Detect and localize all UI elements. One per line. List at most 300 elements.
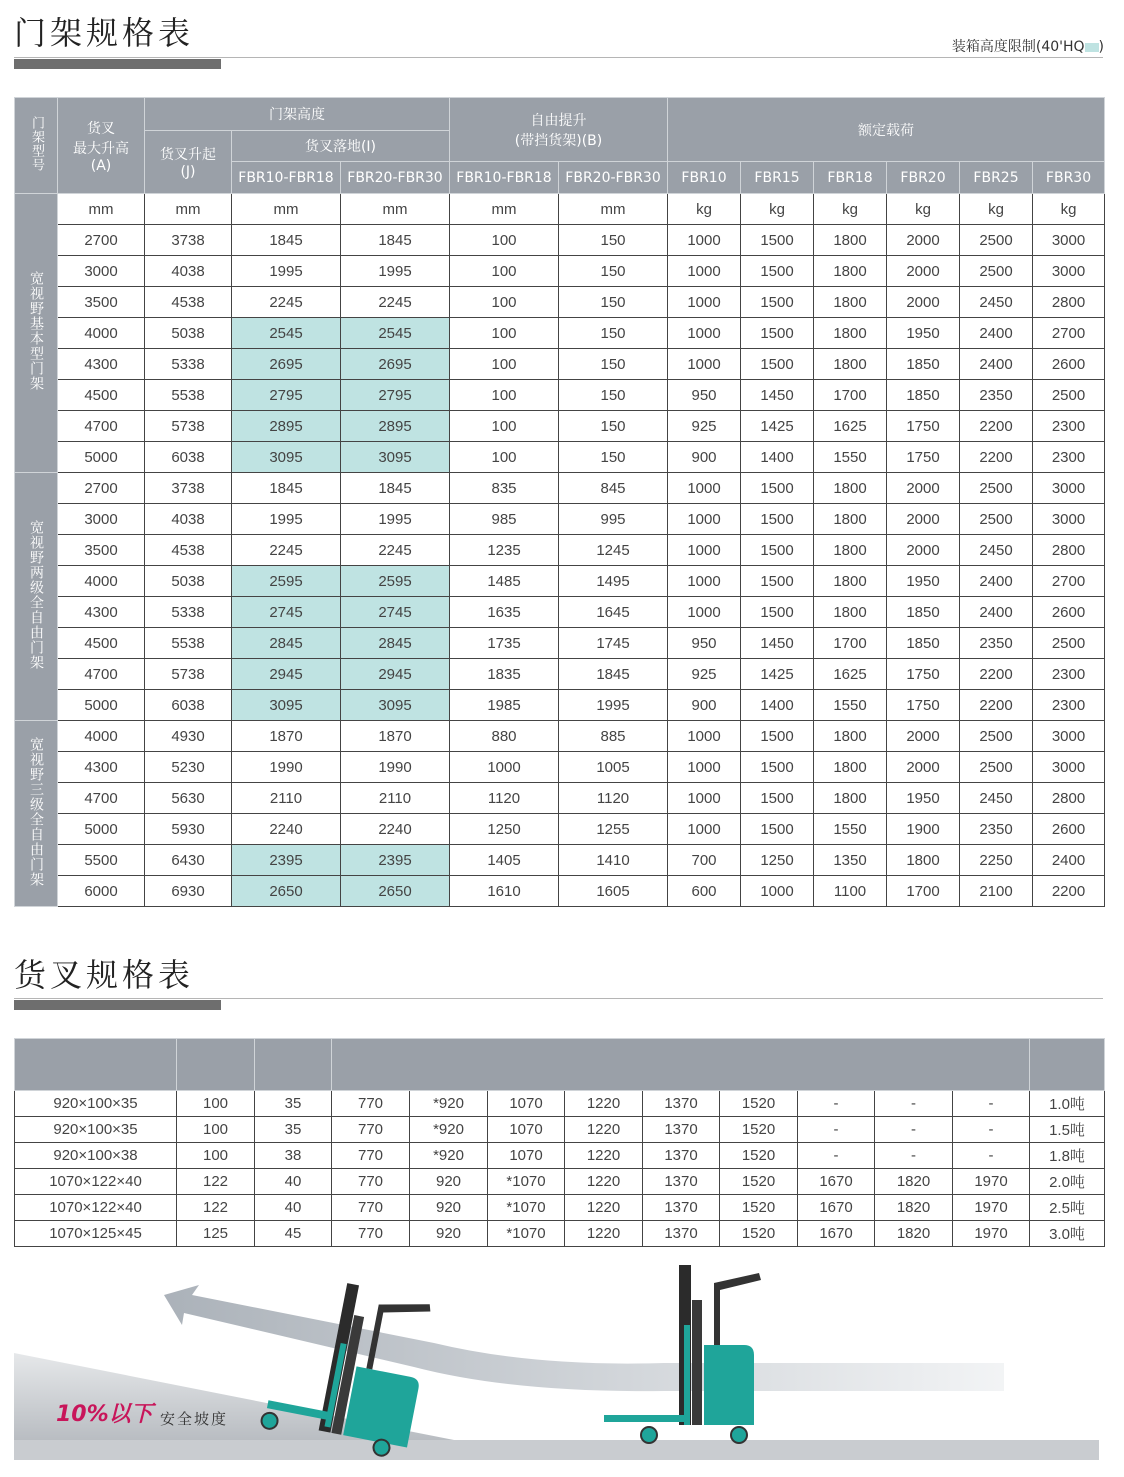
table-cell: -	[953, 1117, 1030, 1143]
table-cell: 4700	[58, 783, 145, 814]
table-cell: 770	[332, 1195, 410, 1221]
table-cell: 1800	[814, 318, 887, 349]
table-cell: 2100	[960, 876, 1033, 907]
table-row	[15, 814, 1105, 845]
table-cell: 5338	[145, 597, 232, 628]
table-cell: 995	[559, 504, 668, 535]
table-cell: 1850	[887, 380, 960, 411]
table-cell: 4538	[145, 535, 232, 566]
table-cell: 2450	[960, 287, 1033, 318]
container-height-note: 装箱高度限制(40'HQ )	[951, 39, 1104, 55]
table-cell: 5038	[145, 566, 232, 597]
table-row	[15, 256, 1105, 287]
header-rated-load: 额定载荷	[668, 98, 1105, 162]
table-cell: 3.0吨	[1030, 1221, 1105, 1247]
table-cell: 1250	[450, 814, 559, 845]
table-cell: 100	[177, 1091, 255, 1117]
table-cell: 2245	[232, 287, 341, 318]
table-cell: 2.5吨	[1030, 1195, 1105, 1221]
table-cell: 2700	[58, 473, 145, 504]
table-cell: 2745	[341, 597, 450, 628]
table-cell: 1000	[741, 876, 814, 907]
table-cell: 2545	[232, 318, 341, 349]
table-cell: 35	[255, 1091, 332, 1117]
table-cell: 1500	[741, 783, 814, 814]
header-cell	[177, 1039, 255, 1091]
table-cell: 4000	[58, 721, 145, 752]
table-cell: 1520	[720, 1195, 798, 1221]
table-cell: 1870	[341, 721, 450, 752]
table-cell: 5000	[58, 442, 145, 473]
header-load-col: FBR30	[1033, 162, 1105, 194]
table-cell: 1700	[814, 628, 887, 659]
table-row	[15, 349, 1105, 380]
table-cell: 100	[450, 349, 559, 380]
table-cell: 1370	[643, 1221, 720, 1247]
table-cell: 2795	[341, 380, 450, 411]
table-cell: 2600	[1033, 349, 1105, 380]
header-row	[15, 1039, 1105, 1091]
header-cell	[255, 1039, 332, 1091]
table-cell: 6000	[58, 876, 145, 907]
table-cell: 1845	[232, 225, 341, 256]
table-cell: 1995	[232, 256, 341, 287]
table-cell: 1350	[814, 845, 887, 876]
table-cell: 1670	[798, 1195, 875, 1221]
table-cell: 1000	[668, 318, 741, 349]
table-cell: 1820	[875, 1169, 953, 1195]
table-cell: 1000	[668, 256, 741, 287]
table-cell: 2500	[960, 752, 1033, 783]
table-cell: -	[953, 1143, 1030, 1169]
table-cell: 1500	[741, 721, 814, 752]
header-cell	[1030, 1039, 1105, 1091]
table-cell: *920	[410, 1091, 488, 1117]
header-model-col: FBR10-FBR18	[232, 162, 341, 194]
unit-cell: kg	[741, 194, 814, 225]
unit-cell: kg	[668, 194, 741, 225]
table-cell: 1635	[450, 597, 559, 628]
table-row	[15, 473, 1105, 504]
table-cell: 2500	[960, 225, 1033, 256]
unit-cell: kg	[814, 194, 887, 225]
table-cell: 2000	[887, 225, 960, 256]
table-cell: *1070	[488, 1195, 565, 1221]
table-cell: 2600	[1033, 814, 1105, 845]
forklift-slope-illustration	[14, 1255, 1104, 1460]
table-cell: 2745	[232, 597, 341, 628]
table-cell: 1370	[643, 1143, 720, 1169]
table-cell: 122	[177, 1169, 255, 1195]
table-cell: 1950	[887, 566, 960, 597]
table-cell: 1370	[643, 1169, 720, 1195]
table-cell: 1605	[559, 876, 668, 907]
table-cell: 1850	[887, 349, 960, 380]
table-cell: 1520	[720, 1169, 798, 1195]
table-cell: 1000	[668, 597, 741, 628]
table-cell: 3000	[58, 256, 145, 287]
table-cell: 2695	[341, 349, 450, 380]
table-cell: 1800	[814, 349, 887, 380]
table-row	[15, 721, 1105, 752]
table-cell: 3738	[145, 225, 232, 256]
table-cell: 2000	[887, 287, 960, 318]
table-cell: 2895	[341, 411, 450, 442]
table-cell: 2000	[887, 473, 960, 504]
table-cell: 1800	[814, 566, 887, 597]
table-cell: 1995	[341, 504, 450, 535]
table-cell: 1070	[488, 1091, 565, 1117]
table-cell: 150	[559, 256, 668, 287]
table-cell: 2245	[232, 535, 341, 566]
table-row	[15, 1221, 1105, 1247]
mast-spec-table	[14, 97, 1105, 907]
table-cell: 1245	[559, 535, 668, 566]
table-cell: 1405	[450, 845, 559, 876]
table-cell: 600	[668, 876, 741, 907]
direction-arrow	[164, 1285, 1004, 1391]
header-cell	[332, 1039, 1030, 1091]
table-cell: 150	[559, 411, 668, 442]
table-cell: 6430	[145, 845, 232, 876]
table-cell: 985	[450, 504, 559, 535]
table-cell: 3000	[1033, 504, 1105, 535]
table-cell: 3095	[232, 690, 341, 721]
table-cell: 1800	[814, 597, 887, 628]
table-cell: 1800	[814, 225, 887, 256]
table-cell: 2845	[232, 628, 341, 659]
table-cell: 920×100×35	[15, 1091, 177, 1117]
table-cell: 2200	[1033, 876, 1105, 907]
table-cell: 2300	[1033, 690, 1105, 721]
table-cell: 2700	[58, 225, 145, 256]
table-cell: 1220	[565, 1091, 643, 1117]
unit-cell: mm	[58, 194, 145, 225]
table-row	[15, 318, 1105, 349]
table-cell: 2700	[1033, 566, 1105, 597]
table-cell: 5738	[145, 411, 232, 442]
table-cell: 925	[668, 411, 741, 442]
group-label	[15, 194, 58, 473]
table-cell: 1850	[887, 597, 960, 628]
table-cell: 5230	[145, 752, 232, 783]
table-cell: -	[798, 1091, 875, 1117]
table-cell: 2395	[232, 845, 341, 876]
fork-section-title: 货叉规格表	[14, 956, 195, 994]
table-cell: 1800	[814, 535, 887, 566]
table-cell: 1550	[814, 690, 887, 721]
table-cell: 5738	[145, 659, 232, 690]
table-cell: 4000	[58, 566, 145, 597]
table-cell: 2200	[960, 442, 1033, 473]
table-cell: 2450	[960, 535, 1033, 566]
table-cell: 1070×122×40	[15, 1195, 177, 1221]
table-row	[15, 1143, 1105, 1169]
table-cell: 1990	[232, 752, 341, 783]
table-cell: 2800	[1033, 783, 1105, 814]
slope-grade-label: 10%以下	[56, 1402, 153, 1427]
header-model-col: FBR20-FBR30	[341, 162, 450, 194]
table-cell: 1220	[565, 1169, 643, 1195]
table-cell: 122	[177, 1195, 255, 1221]
table-row	[15, 845, 1105, 876]
table-cell: 1750	[887, 690, 960, 721]
table-cell: 1500	[741, 287, 814, 318]
table-cell: 1500	[741, 504, 814, 535]
table-cell: 100	[177, 1117, 255, 1143]
table-cell: 2250	[960, 845, 1033, 876]
table-cell: 2800	[1033, 535, 1105, 566]
table-cell: 1370	[643, 1195, 720, 1221]
table-cell: 1000	[668, 287, 741, 318]
table-cell: 1500	[741, 752, 814, 783]
table-cell: 1500	[741, 566, 814, 597]
unit-cell: mm	[559, 194, 668, 225]
table-cell: 4038	[145, 256, 232, 287]
title-bar	[14, 1000, 221, 1010]
table-cell: 1100	[814, 876, 887, 907]
table-cell: 2245	[341, 535, 450, 566]
table-cell: 900	[668, 442, 741, 473]
table-cell: 880	[450, 721, 559, 752]
floor-strip	[14, 1440, 1099, 1460]
table-row	[15, 225, 1105, 256]
forklift-on-ground	[604, 1265, 761, 1443]
table-cell: 2895	[232, 411, 341, 442]
unit-cell: kg	[960, 194, 1033, 225]
table-cell: 1610	[450, 876, 559, 907]
table-cell: 1000	[668, 783, 741, 814]
vertical-label: 门架型号	[29, 115, 44, 172]
table-row	[15, 1169, 1105, 1195]
table-cell: 4300	[58, 597, 145, 628]
table-cell: 1835	[450, 659, 559, 690]
table-cell: 3500	[58, 287, 145, 318]
table-cell: 845	[559, 473, 668, 504]
table-row	[15, 566, 1105, 597]
table-cell: 1900	[887, 814, 960, 845]
table-cell: 150	[559, 318, 668, 349]
table-row	[15, 504, 1105, 535]
table-cell: 3000	[1033, 225, 1105, 256]
table-cell: 1070	[488, 1143, 565, 1169]
table-cell: -	[953, 1091, 1030, 1117]
table-cell: 2240	[341, 814, 450, 845]
table-cell: 1800	[814, 287, 887, 318]
header-load-col: FBR10	[668, 162, 741, 194]
table-cell: 5000	[58, 690, 145, 721]
table-cell: 1970	[953, 1195, 1030, 1221]
table-cell: 150	[559, 349, 668, 380]
table-cell: 920×100×35	[15, 1117, 177, 1143]
table-cell: 1735	[450, 628, 559, 659]
table-cell: 38	[255, 1143, 332, 1169]
table-cell: 3000	[1033, 721, 1105, 752]
table-cell: 2450	[960, 783, 1033, 814]
table-cell: -	[798, 1117, 875, 1143]
table-cell: 1985	[450, 690, 559, 721]
table-cell: 4538	[145, 287, 232, 318]
units-row	[15, 194, 1105, 225]
vertical-label: 宽视野三级全自由门架	[28, 736, 44, 887]
table-cell: 1845	[341, 473, 450, 504]
table-cell: 770	[332, 1117, 410, 1143]
table-cell: 150	[559, 225, 668, 256]
header-max-lift: 货叉 最大升高 (A)	[58, 98, 145, 194]
table-cell: 4500	[58, 380, 145, 411]
table-cell: 1820	[875, 1221, 953, 1247]
table-cell: 1800	[814, 721, 887, 752]
vertical-label: 宽视野两级全自由门架	[28, 519, 44, 670]
header-cell	[15, 1039, 177, 1091]
table-cell: 2300	[1033, 659, 1105, 690]
table-cell: 5338	[145, 349, 232, 380]
table-row	[15, 690, 1105, 721]
table-cell: 2200	[960, 411, 1033, 442]
table-cell: 1370	[643, 1091, 720, 1117]
table-cell: 2500	[960, 256, 1033, 287]
table-cell: 6038	[145, 690, 232, 721]
mast-section-title: 门架规格表	[14, 14, 195, 52]
table-cell: 3000	[1033, 256, 1105, 287]
table-cell: 2400	[960, 349, 1033, 380]
unit-cell: kg	[1033, 194, 1105, 225]
table-cell: 1995	[559, 690, 668, 721]
table-cell: 100	[450, 287, 559, 318]
table-cell: 40	[255, 1195, 332, 1221]
table-cell: 1400	[741, 690, 814, 721]
table-cell: 1950	[887, 318, 960, 349]
table-cell: 1970	[953, 1221, 1030, 1247]
table-cell: 3500	[58, 535, 145, 566]
header-model-col: FBR20-FBR30	[559, 162, 668, 194]
header-free-lift: 自由提升 (带挡货架)(B)	[450, 98, 668, 162]
table-cell: 100	[450, 442, 559, 473]
table-cell: 1410	[559, 845, 668, 876]
table-cell: 35	[255, 1117, 332, 1143]
table-cell: 1500	[741, 535, 814, 566]
table-cell: 5000	[58, 814, 145, 845]
table-cell: 1500	[741, 256, 814, 287]
table-cell: 100	[450, 225, 559, 256]
table-cell: 1450	[741, 628, 814, 659]
unit-cell: mm	[450, 194, 559, 225]
table-row	[15, 535, 1105, 566]
table-cell: 2000	[887, 256, 960, 287]
table-cell: 2650	[341, 876, 450, 907]
table-cell: 1995	[341, 256, 450, 287]
table-cell: 3738	[145, 473, 232, 504]
table-cell: -	[798, 1143, 875, 1169]
title-rule	[14, 57, 1103, 58]
table-cell: 1750	[887, 411, 960, 442]
table-cell: 100	[177, 1143, 255, 1169]
table-cell: 1700	[814, 380, 887, 411]
table-cell: 6038	[145, 442, 232, 473]
table-cell: 1800	[814, 752, 887, 783]
table-cell: 2695	[232, 349, 341, 380]
table-cell: 770	[332, 1143, 410, 1169]
table-cell: 4700	[58, 659, 145, 690]
table-cell: 2400	[960, 318, 1033, 349]
title-bar	[14, 59, 221, 69]
table-cell: 1425	[741, 411, 814, 442]
table-cell: 45	[255, 1221, 332, 1247]
table-cell: 5538	[145, 380, 232, 411]
table-row	[15, 597, 1105, 628]
table-cell: 1070	[488, 1117, 565, 1143]
table-cell: 920	[410, 1221, 488, 1247]
table-cell: 150	[559, 380, 668, 411]
table-cell: 1.5吨	[1030, 1117, 1105, 1143]
table-cell: 1800	[814, 783, 887, 814]
header-load-col: FBR25	[960, 162, 1033, 194]
table-row	[15, 1091, 1105, 1117]
table-cell: 1870	[232, 721, 341, 752]
header-load-col: FBR18	[814, 162, 887, 194]
table-cell: 2300	[1033, 442, 1105, 473]
table-cell: 1850	[887, 628, 960, 659]
table-cell: 4000	[58, 318, 145, 349]
table-cell: 1000	[668, 473, 741, 504]
table-cell: 2350	[960, 628, 1033, 659]
table-cell: 1495	[559, 566, 668, 597]
table-cell: 1500	[741, 814, 814, 845]
table-cell: 3095	[341, 442, 450, 473]
table-cell: 1520	[720, 1221, 798, 1247]
table-cell: 2845	[341, 628, 450, 659]
table-cell: 1220	[565, 1143, 643, 1169]
table-cell: 4300	[58, 752, 145, 783]
table-cell: 1250	[741, 845, 814, 876]
table-cell: 1970	[953, 1169, 1030, 1195]
table-cell: 4930	[145, 721, 232, 752]
table-cell: 2700	[1033, 318, 1105, 349]
table-cell: 1750	[887, 442, 960, 473]
table-cell: 1550	[814, 814, 887, 845]
header-model-col: FBR10-FBR18	[450, 162, 559, 194]
unit-cell: mm	[145, 194, 232, 225]
table-cell: 1800	[814, 504, 887, 535]
table-cell: 100	[450, 380, 559, 411]
table-cell: 5930	[145, 814, 232, 845]
table-cell: 2600	[1033, 597, 1105, 628]
table-cell: 1700	[887, 876, 960, 907]
table-cell: 1.8吨	[1030, 1143, 1105, 1169]
table-cell: 2350	[960, 380, 1033, 411]
table-cell: 2.0吨	[1030, 1169, 1105, 1195]
table-cell: 1670	[798, 1221, 875, 1247]
table-cell: 1950	[887, 783, 960, 814]
table-cell: 150	[559, 442, 668, 473]
group-label	[15, 473, 58, 721]
table-cell: 1450	[741, 380, 814, 411]
table-cell: 920	[410, 1169, 488, 1195]
table-cell: 40	[255, 1169, 332, 1195]
table-cell: 1800	[814, 256, 887, 287]
table-cell: 1550	[814, 442, 887, 473]
table-cell: 5500	[58, 845, 145, 876]
title-rule	[14, 998, 1103, 999]
table-cell: *920	[410, 1117, 488, 1143]
table-cell: 3000	[1033, 752, 1105, 783]
table-cell: *920	[410, 1143, 488, 1169]
table-cell: 1845	[341, 225, 450, 256]
header-model	[15, 98, 58, 194]
table-cell: 1520	[720, 1091, 798, 1117]
table-cell: 1000	[668, 566, 741, 597]
table-cell: 1005	[559, 752, 668, 783]
